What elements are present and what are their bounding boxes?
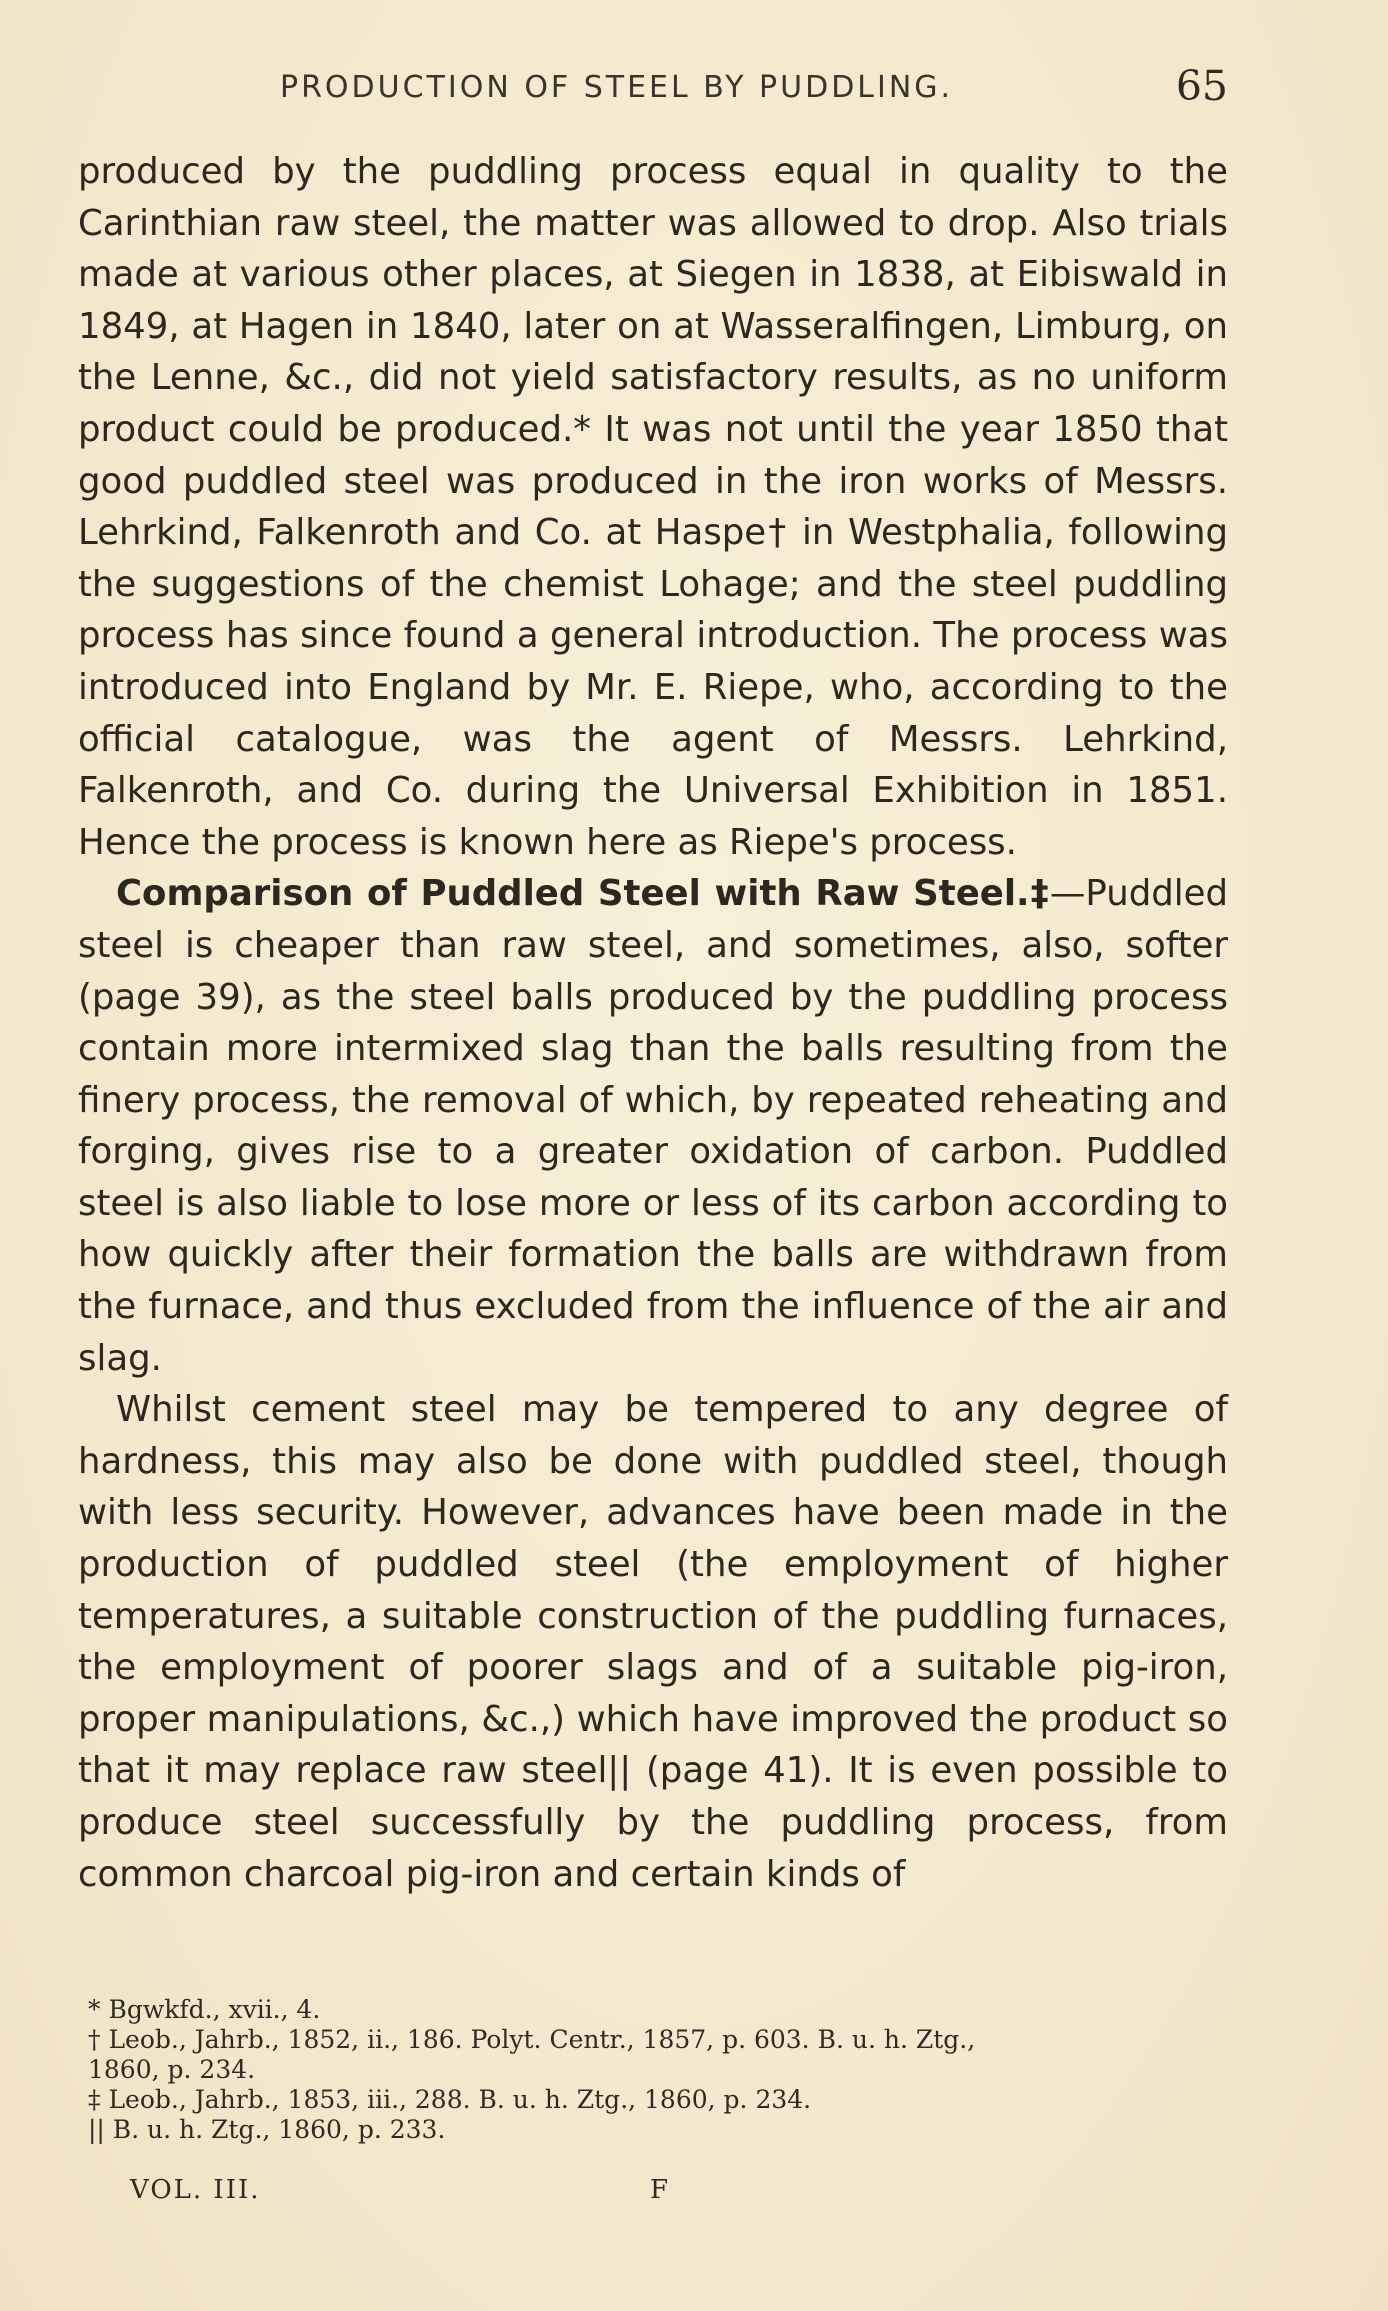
page-number: 65 [1175,62,1228,110]
running-head: PRODUCTION OF STEEL BY PUDDLING. [280,70,954,105]
footnotes [88,1995,1228,2145]
signature-line [130,2175,830,2205]
footnote-1: * Bgwkfd., xvii., 4. [88,1995,321,2024]
paragraph-1: produced by the puddling process equal in quality to the Carinthian raw steel, the matter was allowed to drop. Also trials made at various other places, at Siegen in 1838, at Eibiswald in 1849, at Hagen in 1840, later on at Wasseralfingen, Limburg, on the Lenne, &c., did not yield satisfactory results, as no uniform product could be produced.* It was not until the year 1850 that good puddled steel was produced in the iron works of Messrs. Lehrkind, Falkenroth and Co. at Haspe† in Westphalia, following the suggestions of the chemist Lohage; and the steel puddling process has since found a general introduction. The process was introduced into England by Mr. E. Riepe, who, according to the official catalogue, was the agent of Messrs. Lehrkind, Falkenroth, and Co. during the Universal Exhibition in 1851. Hence the process is known here as Riepe's process. [78,151,1228,863]
footnote-4: || B. u. h. Ztg., 1860, p. 233. [88,2115,446,2144]
footnote-3: ‡ Leob., Jahrb., 1853, iii., 288. B. u. h. Ztg., 1860, p. 234. [88,2085,812,2114]
signature-letter: F [650,2175,671,2205]
page-header [78,62,1228,122]
footnote-2: † Leob., Jahrb., 1852, ii., 186. Polyt. Centr., 1857, p. 603. B. u. h. Ztg., [88,2025,976,2054]
paragraph-3: Whilst cement steel may be tempered to any degree of hardness, this may also be done with puddled steel, though with less security. However, advances have been made in the production of puddled steel (the employment of higher temperatures, a suitable construction of the puddling furnaces, the employment of poorer slags and of a suitable pig-iron, proper manipulations, &c.,) which have improved the product so that it may replace raw steel|| (page 41). It is even possible to produce steel successfully by the puddling process, from common charcoal pig-iron and certain kinds of [78,1389,1228,1895]
paragraph-2-text: —Puddled steel is cheaper than raw steel, and sometimes, also, softer (page 39), as the steel balls produced by the puddling process contain more intermixed slag than the balls resulting from the finery process, the removal of which, by repeated reheating and forging, gives rise to a greater oxidation of carbon. Puddled steel is also liable to lose more or less of its carbon according to how quickly after their formation the balls are withdrawn from the furnace, and thus excluded from the influence of the air and slag. [78,873,1228,1379]
body-text [78,146,1228,1900]
volume-mark: VOL. III. [130,2175,261,2205]
paragraph-2 [78,868,1228,1384]
paragraph-2-heading: Comparison of Puddled Steel with Raw Steel.‡ [116,873,1050,915]
footnote-2-continued: 1860, p. 234. [88,2055,256,2084]
